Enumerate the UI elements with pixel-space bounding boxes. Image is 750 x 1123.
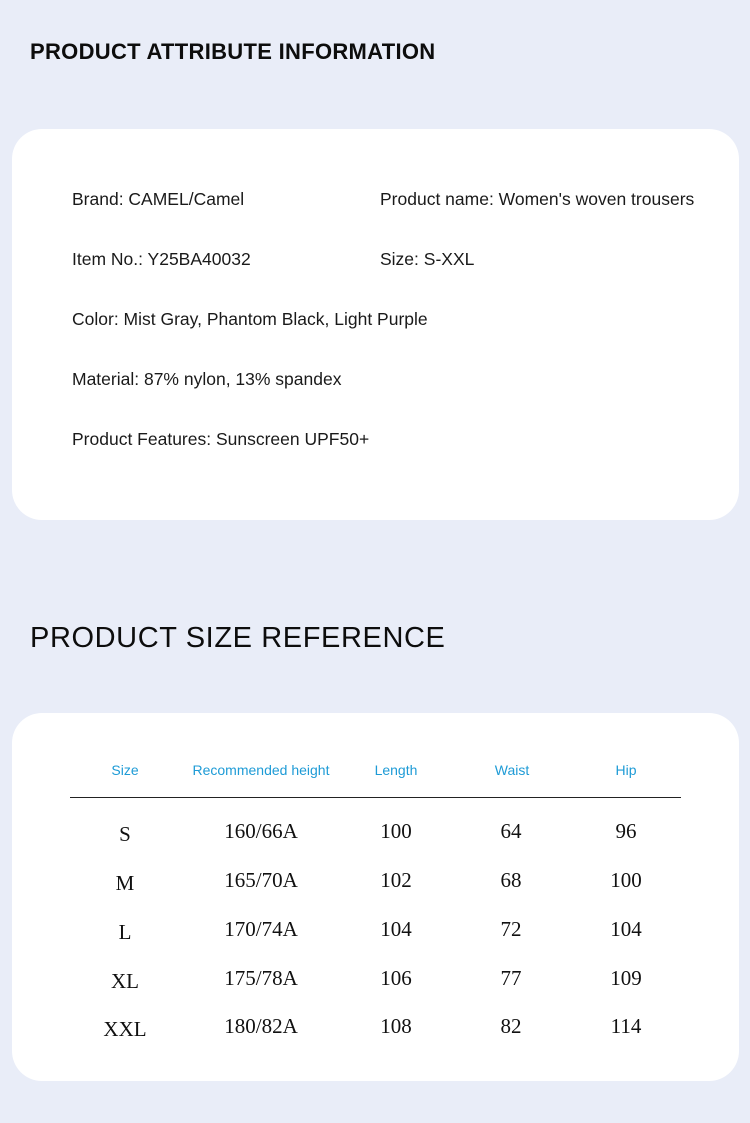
cell-hip: 114 bbox=[610, 1014, 642, 1038]
table-row bbox=[12, 868, 739, 908]
cell-length: 104 bbox=[380, 917, 412, 941]
size-section-heading: PRODUCT SIZE REFERENCE bbox=[30, 622, 446, 654]
cell-length: 100 bbox=[380, 819, 412, 843]
attribute-section-heading: PRODUCT ATTRIBUTE INFORMATION bbox=[30, 39, 436, 64]
cell-size: L bbox=[118, 920, 132, 944]
cell-length: 108 bbox=[380, 1014, 412, 1038]
cell-waist: 68 bbox=[500, 868, 522, 892]
product-name-text: Product name: Women's woven trousers bbox=[380, 189, 695, 209]
cell-hip: 104 bbox=[610, 917, 642, 941]
size-table-card bbox=[12, 713, 739, 1081]
cell-recommended-height: 170/74A bbox=[224, 917, 298, 941]
table-row bbox=[12, 917, 739, 957]
cell-waist: 82 bbox=[500, 1014, 522, 1038]
column-header-hip: Hip bbox=[615, 762, 637, 778]
column-header-length: Length bbox=[374, 762, 418, 778]
cell-recommended-height: 165/70A bbox=[224, 868, 298, 892]
color-text: Color: Mist Gray, Phantom Black, Light Purple bbox=[72, 309, 428, 329]
cell-size: XL bbox=[111, 969, 139, 993]
material-text: Material: 87% nylon, 13% spandex bbox=[72, 369, 342, 389]
table-row bbox=[12, 819, 739, 859]
cell-waist: 77 bbox=[500, 966, 522, 990]
cell-recommended-height: 175/78A bbox=[224, 966, 298, 990]
cell-hip: 96 bbox=[615, 819, 637, 843]
table-row bbox=[12, 1014, 739, 1054]
attribute-card bbox=[12, 129, 739, 520]
table-row bbox=[12, 966, 739, 1006]
cell-length: 102 bbox=[380, 868, 412, 892]
brand-text: Brand: CAMEL/Camel bbox=[72, 189, 245, 209]
column-header-size: Size bbox=[111, 762, 139, 778]
cell-size: S bbox=[119, 822, 131, 846]
cell-size: XXL bbox=[103, 1017, 147, 1041]
column-header-recommended-height: Recommended height bbox=[192, 762, 330, 778]
cell-hip: 109 bbox=[610, 966, 642, 990]
column-header-waist: Waist bbox=[494, 762, 530, 778]
size-range-text: Size: S-XXL bbox=[380, 249, 475, 269]
cell-waist: 64 bbox=[500, 819, 522, 843]
cell-size: M bbox=[115, 871, 135, 895]
cell-waist: 72 bbox=[500, 917, 522, 941]
cell-recommended-height: 160/66A bbox=[224, 819, 298, 843]
cell-length: 106 bbox=[380, 966, 412, 990]
cell-recommended-height: 180/82A bbox=[224, 1014, 298, 1038]
features-text: Product Features: Sunscreen UPF50+ bbox=[72, 429, 370, 449]
item-number-text: Item No.: Y25BA40032 bbox=[72, 249, 251, 269]
cell-hip: 100 bbox=[610, 868, 642, 892]
header-divider bbox=[70, 797, 681, 798]
